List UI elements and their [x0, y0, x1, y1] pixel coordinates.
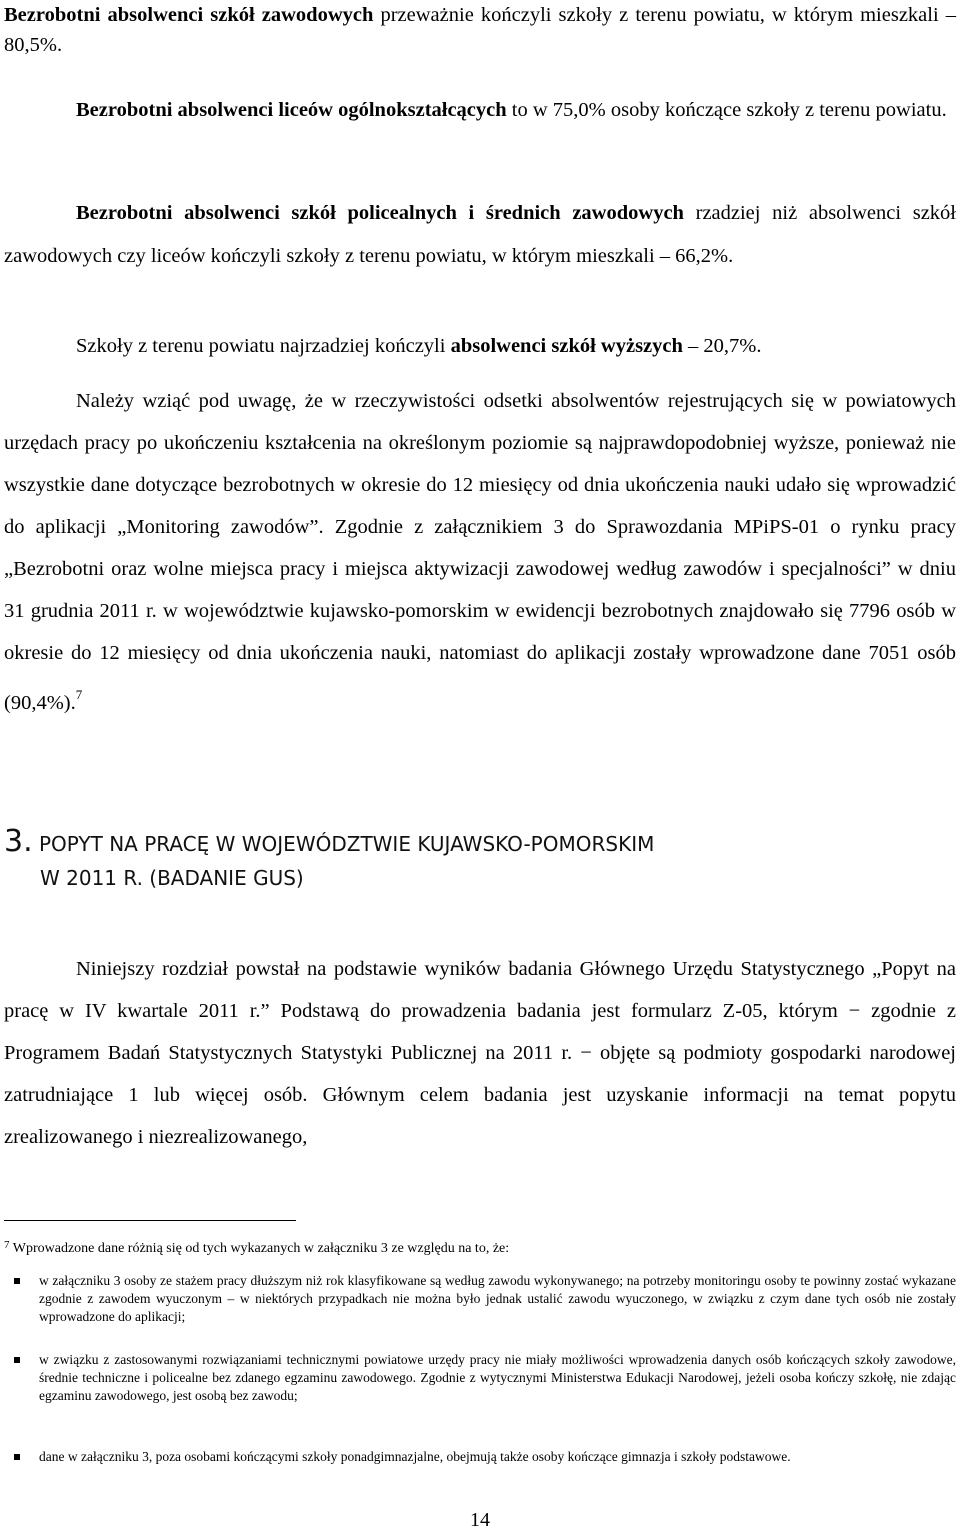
section-title-line1: POPYT NA PRACĘ W WOJEWÓDZTWIE KUJAWSKO-POMORSKIM: [38, 832, 655, 856]
paragraph-note-monitoring: [4, 380, 956, 724]
footnote-separator: [4, 1220, 296, 1221]
footnote-list-item: [14, 1351, 956, 1405]
paragraph-vocational-schools: [4, 0, 956, 60]
paragraph-lead-bold: Bezrobotni absolwenci liceów ogólnokształcących: [76, 99, 507, 121]
section-number: 3.: [4, 824, 33, 859]
page-number: 14: [470, 1509, 490, 1531]
paragraph-text: to w 75,0% osoby kończące szkoły z terenu powiatu.: [506, 99, 947, 121]
section-heading-line2: [4, 861, 956, 895]
footnote-item-text: w załączniku 3 osoby ze stażem pracy dłuższym niż rok klasyfikowane są według zawodu wykonywanego; na potrzeby monitoringu osoby te powinny zostać wykazane zgodnie z zawodem wyuczonym – w niektórych przypadkach nie można było jednak ustalić zawodu wyuczonego, w związku z czym dane tych osób nie zostały wprowadzone do aplikacji;: [39, 1273, 956, 1324]
footnote-reference[interactable]: 7: [75, 687, 83, 702]
paragraph-text: rzadziej niż absolwenci szkół zawodowych czy liceów kończyli szkoły z terenu powiatu, w którym mieszkali – 66,2%.: [4, 202, 957, 267]
footnote-number: 7: [4, 1239, 10, 1251]
footnote-list-item: [14, 1272, 956, 1326]
paragraph-text: przeważnie kończyli szkoły z terenu powiatu, w którym mieszkali – 80,5%.: [4, 4, 956, 56]
footnote-intro: [4, 1236, 956, 1258]
paragraph-higher-education: [4, 331, 956, 361]
paragraph-lead-bold: Bezrobotni absolwenci szkół zawodowych: [4, 4, 374, 26]
section-heading: [4, 825, 956, 895]
paragraph-text: Niniejszy rozdział powstał na podstawie wyników badania Głównego Urzędu Statystycznego „Popyt na pracę w IV kwartale 2011 r.” Podstawą do prowadzenia badania jest formularz Z-05, którym − zgodnie z Programem Badań Statystycznych Statystyki Publicznej na 2011 r. − objęte są podmioty gospodarki narodowej zatrudniające 1 lub więcej osób. Głównym celem badania jest uzyskanie informacji na temat popytu zrealizowanego i niezrealizowanego,: [4, 958, 956, 1148]
section-heading-line1: [4, 825, 956, 861]
footnote-item-text: dane w załączniku 3, poza osobami kończącymi szkoły ponadgimnazjalne, obejmują także osoby kończące gimnazja i szkoły podstawowe.: [39, 1449, 791, 1464]
footnote-intro-text: Wprowadzone dane różnią się od tych wykazanych w załączniku 3 ze względu na to, że:: [12, 1241, 510, 1256]
section-title-line2: W 2011 R. (BADANIE GUS): [40, 866, 304, 890]
paragraph-lead-bold: Bezrobotni absolwenci szkół policealnych i średnich zawodowych: [76, 202, 684, 224]
square-bullet-icon: [14, 1278, 20, 1284]
square-bullet-icon: [14, 1357, 20, 1363]
footnote-item-text: w związku z zastosowanymi rozwiązaniami technicznymi powiatowe urzędy pracy nie miały możliwości wprowadzenia danych osób kończących szkoły zawodowe, średnie techniczne i policealne bez zdanego egzaminu zawodowego. Zgodnie z wytycznymi Ministerstwa Edukacji Narodowej, jeżeli osoba kończy szkołę, nie zdając egzaminu zawodowego, jest osobą bez zawodu;: [39, 1352, 956, 1403]
paragraph-lead-bold: absolwenci szkół wyższych: [450, 335, 683, 357]
paragraph-gus-survey: [4, 948, 956, 1158]
footnote-list-item: [14, 1448, 956, 1466]
paragraph-text: – 20,7%.: [682, 335, 762, 357]
paragraph-text: Szkoły z terenu powiatu najrzadziej kończyli: [76, 335, 451, 357]
paragraph-post-secondary-schools: [4, 192, 956, 278]
paragraph-text: Należy wziąć pod uwagę, że w rzeczywistości odsetki absolwentów rejestrujących się w powiatowych urzędach pracy po ukończeniu kształcenia na określonym poziomie są najprawdopodobniej wyższe, ponieważ nie wszystkie dane dotyczące bezrobotnych w okresie do 12 miesięcy od dnia ukończenia nauki udało się wprowadzić do aplikacji „Monitoring zawodów”. Zgodnie z załącznikiem 3 do Sprawozdania MPiPS-01 o rynku pracy „Bezrobotni oraz wolne miejsca pracy i miejsca aktywizacji zawodowej według zawodów i specjalności” w dniu 31 grudnia 2011 r. w województwie kujawsko-pomorskim w ewidencji bezrobotnych znajdowało się 7796 osób w okresie do 12 miesięcy od dnia ukończenia nauki, natomiast do aplikacji zostały wprowadzone dane 7051 osób (90,4%).: [4, 390, 956, 714]
paragraph-general-high-schools: [4, 94, 956, 127]
square-bullet-icon: [14, 1454, 20, 1460]
